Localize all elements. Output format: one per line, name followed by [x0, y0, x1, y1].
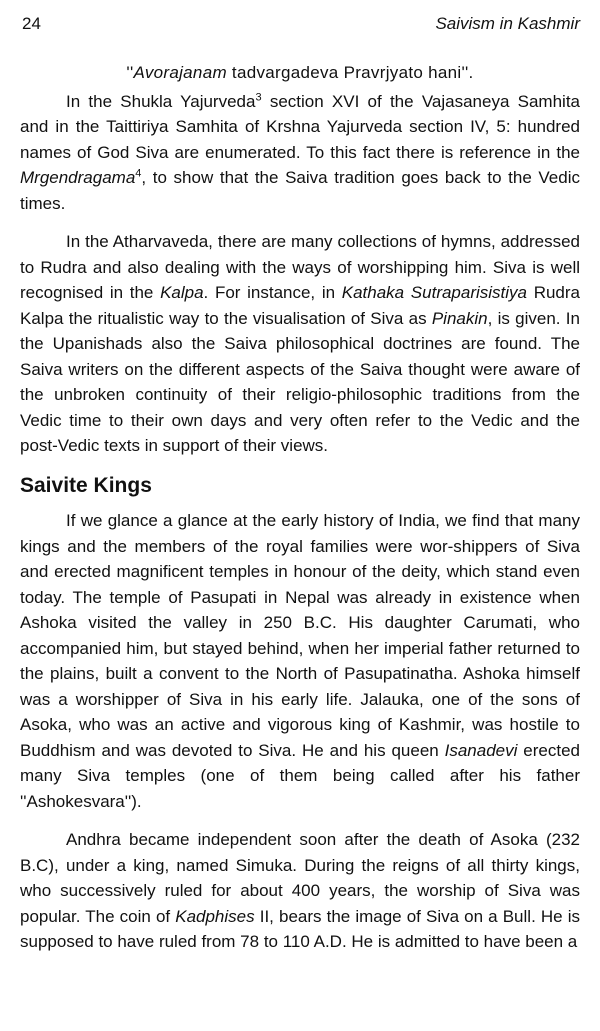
p4-text-a: Andhra became independent soon after the death of Asoka (232 B.C), under a king, named Simuka. During the reigns of all thirty kings, who successively ruled for about 400 years, the worship of Siva was popular. The coin of [20, 830, 580, 926]
p3-text-a: If we glance a glance at the early history of India, we find that many kings and the members of the royal families were wor-shippers of Siva and erected magnificent temples in honour of the deity, which stand even today. The temple of Pasupati in Nepal was already in existence when Ashoka visited the valley in 250 B.C. His daughter Carumati, who accompanied him, but stayed behind, when her imperial father returned to the plains, built a convent to the North of Pasupatinatha. Ashoka himself was a worshipper of Siva in his early life. Jalauka, one of the sons of Asoka, who was an active and vigorous king of Kashmir, was hostile to Buddhism and was devoted to Siva. He and his queen [20, 511, 580, 760]
p4-text-b: II, bears the image of Siva on a Bull. He is supposed to have ruled from 78 to 110 A.D. He is admitted to have been a [20, 906, 580, 951]
invocation-open-quote: '' [126, 63, 134, 82]
running-title: Saivism in Kashmir [435, 14, 580, 33]
invocation-line [20, 60, 580, 86]
paragraph-yajurveda [20, 89, 580, 217]
p1-italic-mrgendragama: Mrgendragama [20, 168, 136, 187]
section-heading: Saivite Kings [20, 473, 152, 497]
p2-text-c: Rudra Kalpa the ritualistic way to the visualisation of Siva as [20, 283, 581, 328]
p2-text-b: . For instance, in [203, 283, 342, 302]
paragraph-atharvaveda [20, 229, 580, 459]
page-header [22, 14, 580, 34]
paragraph-andhra [20, 827, 580, 955]
p1-text-a: In the Shukla Yajurveda [66, 91, 256, 111]
invocation-italic: Avorajanam [133, 63, 227, 82]
p2-italic-kathaka: Kathaka Sutraparisistiya [341, 283, 528, 302]
footnote-ref-4: 4 [135, 167, 142, 180]
footnote-ref-3: 3 [255, 90, 262, 103]
p2-text-a: In the Atharvaveda, there are many collections of hymns, addressed to Rudra and also dealing with the ways of worshipping him. Siva is well recognised in the [20, 232, 580, 302]
page-body [20, 60, 580, 968]
p2-text-d: , is given. In the Upanishads also the Saiva philosophical doctrines are found. The Saiva writers on the different aspects of the Saiva thought were aware of the unbroken continuity of their religio-philosophic traditions from the Vedic time to their own days and very often refer to the Vedic and the post-Vedic texts in support of their views. [20, 308, 580, 455]
p2-italic-kalpa: Kalpa [160, 283, 204, 302]
p3-text-b: erected many Siva temples (one of them being called after his father ''Ashokesvara''). [20, 740, 580, 811]
p2-italic-pinakin: Pinakin [431, 308, 488, 328]
p1-text-b: section XVI of the Vajasaneya Samhita and in the Taittiriya Samhita of Krshna Yajurveda section IV, 5: hundred names of God Siva are enumerated. To this fact there is reference in the [20, 91, 580, 162]
invocation-rest: tadvargadeva Pravrjyato hani''. [226, 63, 474, 82]
paragraph-early-history [20, 508, 580, 814]
p3-italic-isanadevi: Isanadevi [444, 740, 518, 760]
p1-text-c: , to show that the Saiva tradition goes back to the Vedic times. [20, 168, 580, 213]
page-number: 24 [22, 14, 41, 33]
p4-italic-kadphises: Kadphises [175, 906, 255, 926]
